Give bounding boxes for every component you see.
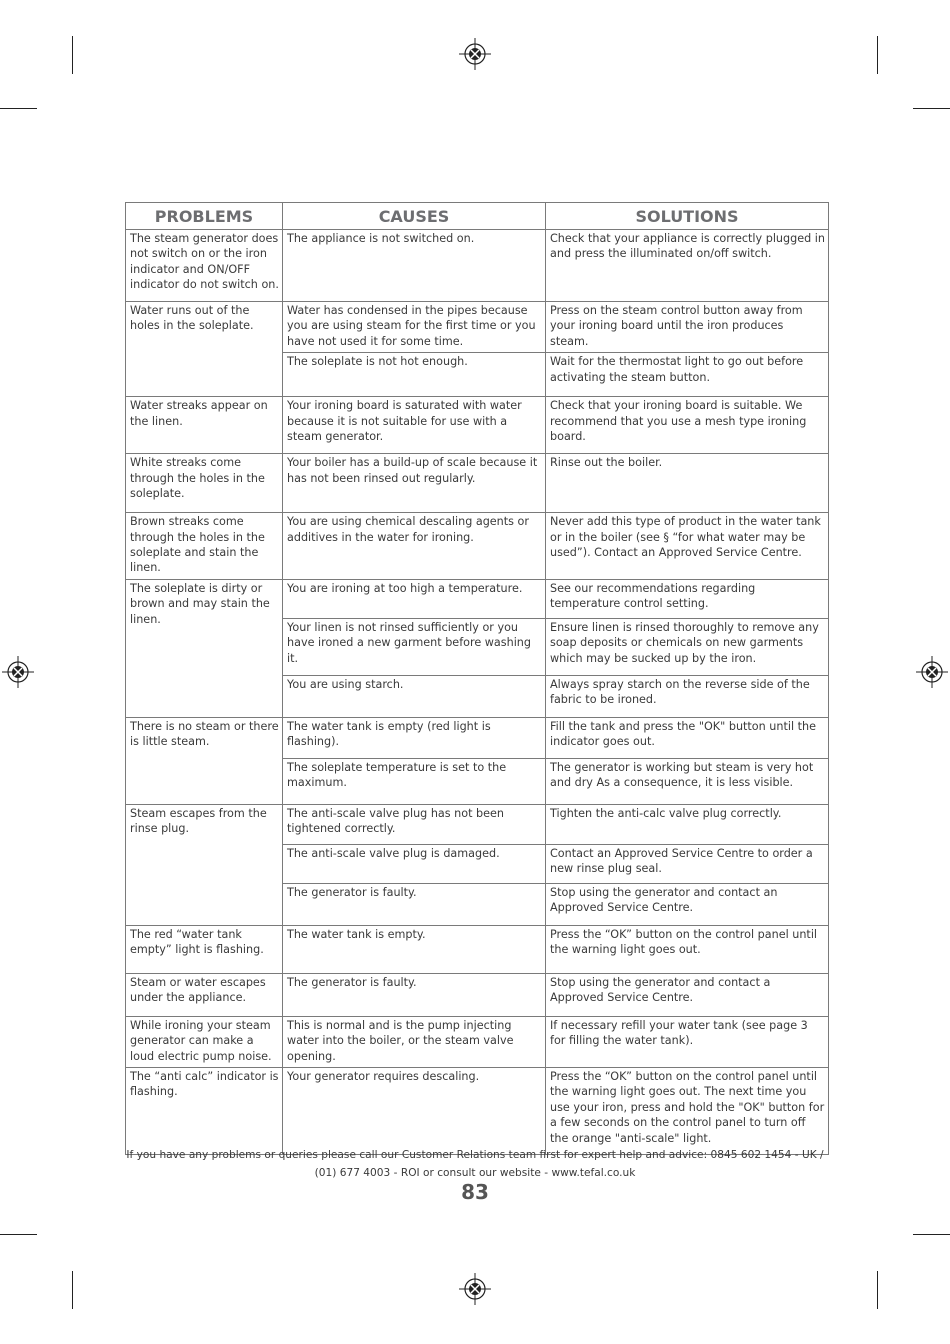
- cause-cell: Your boiler has a build-up of scale because it has not been rinsed out regularly.: [283, 454, 546, 513]
- solution-cell: The generator is working but steam is very hot and dry As a consequence, it is less visible.: [546, 758, 829, 804]
- problem-cell: Water runs out of the holes in the soleplate.: [126, 302, 283, 397]
- crop-mark: [0, 1234, 37, 1235]
- problem-cell: The steam generator does not switch on or the iron indicator and ON/OFF indicator do not switch on.: [126, 230, 283, 302]
- column-header-solutions: SOLUTIONS: [546, 203, 829, 230]
- table-row: [126, 302, 829, 353]
- solution-cell: Tighten the anti-calc valve plug correctly.: [546, 804, 829, 844]
- solution-cell: Ensure linen is rinsed thoroughly to remove any soap deposits or chemicals on new garments which may be sucked up by the iron.: [546, 618, 829, 675]
- solution-cell: Press the “OK” button on the control panel until the warning light goes out.: [546, 925, 829, 973]
- solution-cell: Fill the tank and press the "OK" button until the indicator goes out.: [546, 717, 829, 758]
- table-row: [126, 804, 829, 844]
- cause-cell: The water tank is empty (red light is flashing).: [283, 717, 546, 758]
- solution-cell: Always spray starch on the reverse side of the fabric to be ironed.: [546, 675, 829, 717]
- troubleshooting-table: [125, 202, 829, 1155]
- crop-mark: [877, 36, 878, 74]
- cause-cell: This is normal and is the pump injecting water into the boiler, or the steam valve opening.: [283, 1016, 546, 1067]
- cause-cell: Your generator requires descaling.: [283, 1068, 546, 1155]
- problem-cell: While ironing your steam generator can make a loud electric pump noise.: [126, 1016, 283, 1067]
- problem-cell: Brown streaks come through the holes in the soleplate and stain the linen.: [126, 513, 283, 580]
- table-row: [126, 454, 829, 513]
- cause-cell: You are ironing at too high a temperature.: [283, 579, 546, 618]
- solution-cell: Check that your appliance is correctly plugged in and press the illuminated on/off switch.: [546, 230, 829, 302]
- registration-mark-icon: [2, 656, 34, 688]
- problem-cell: Water streaks appear on the linen.: [126, 397, 283, 454]
- cause-cell: The water tank is empty.: [283, 925, 546, 973]
- problem-cell: The “anti calc” indicator is flashing.: [126, 1068, 283, 1155]
- problem-cell: Steam or water escapes under the appliance.: [126, 973, 283, 1016]
- solution-cell: If necessary refill your water tank (see page 3 for filling the water tank).: [546, 1016, 829, 1067]
- table-row: [126, 1068, 829, 1155]
- cause-cell: The anti-scale valve plug has not been tightened correctly.: [283, 804, 546, 844]
- cause-cell: The soleplate is not hot enough.: [283, 353, 546, 397]
- cause-cell: You are using starch.: [283, 675, 546, 717]
- registration-mark-icon: [459, 1273, 491, 1305]
- registration-mark-icon: [459, 38, 491, 70]
- crop-mark: [72, 1271, 73, 1309]
- cause-cell: The generator is faulty.: [283, 883, 546, 925]
- table-row: [126, 397, 829, 454]
- cause-cell: Your linen is not rinsed sufficiently or you have ironed a new garment before washing it.: [283, 618, 546, 675]
- column-header-problems: PROBLEMS: [126, 203, 283, 230]
- table-row: [126, 579, 829, 618]
- cause-cell: The soleplate temperature is set to the maximum.: [283, 758, 546, 804]
- cause-cell: The anti-scale valve plug is damaged.: [283, 844, 546, 883]
- table-row: [126, 973, 829, 1016]
- column-header-causes: CAUSES: [283, 203, 546, 230]
- customer-help-footer: [110, 1146, 840, 1182]
- table-header-row: [126, 203, 829, 230]
- solution-cell: Press on the steam control button away from your ironing board until the iron produces steam.: [546, 302, 829, 353]
- cause-cell: You are using chemical descaling agents or additives in the water for ironing.: [283, 513, 546, 580]
- solution-cell: Check that your ironing board is suitable. We recommend that you use a mesh type ironing board.: [546, 397, 829, 454]
- table-row: [126, 230, 829, 302]
- solution-cell: Press the “OK” button on the control panel until the warning light goes out. The next time you use your iron, press and hold the "OK" button for a few seconds on the control panel to turn off the orange "anti-scale" light.: [546, 1068, 829, 1155]
- footer-line: If you have any problems or queries please call our Customer Relations team first for expert help and advice: 0845 602 1454 - UK /: [126, 1149, 824, 1161]
- page-number: 83: [461, 1180, 489, 1204]
- problem-cell: Steam escapes from the rinse plug.: [126, 804, 283, 925]
- solution-cell: Stop using the generator and contact an Approved Service Centre.: [546, 883, 829, 925]
- solution-cell: Stop using the generator and contact a Approved Service Centre.: [546, 973, 829, 1016]
- problem-cell: The red “water tank empty” light is flashing.: [126, 925, 283, 973]
- problem-cell: There is no steam or there is little steam.: [126, 717, 283, 804]
- solution-cell: See our recommendations regarding temperature control setting.: [546, 579, 829, 618]
- solution-cell: Rinse out the boiler.: [546, 454, 829, 513]
- cause-cell: Your ironing board is saturated with water because it is not suitable for use with a steam generator.: [283, 397, 546, 454]
- table-row: [126, 513, 829, 580]
- crop-mark: [877, 1271, 878, 1309]
- cause-cell: The appliance is not switched on.: [283, 230, 546, 302]
- table-row: [126, 925, 829, 973]
- registration-mark-icon: [916, 656, 948, 688]
- solution-cell: Never add this type of product in the water tank or in the boiler (see § “for what water may be used”). Contact an Approved Service Centre.: [546, 513, 829, 580]
- problem-cell: White streaks come through the holes in the soleplate.: [126, 454, 283, 513]
- crop-mark: [0, 108, 37, 109]
- cause-cell: The generator is faulty.: [283, 973, 546, 1016]
- footer-line: (01) 677 4003 - ROI or consult our website - www.tefal.co.uk: [314, 1167, 636, 1179]
- table-row: [126, 1016, 829, 1067]
- table-row: [126, 717, 829, 758]
- crop-mark: [913, 1234, 950, 1235]
- crop-mark: [913, 108, 950, 109]
- solution-cell: Contact an Approved Service Centre to order a new rinse plug seal.: [546, 844, 829, 883]
- crop-mark: [72, 36, 73, 74]
- cause-cell: Water has condensed in the pipes because you are using steam for the first time or you have not used it for some time.: [283, 302, 546, 353]
- problem-cell: The soleplate is dirty or brown and may stain the linen.: [126, 579, 283, 717]
- solution-cell: Wait for the thermostat light to go out before activating the steam button.: [546, 353, 829, 397]
